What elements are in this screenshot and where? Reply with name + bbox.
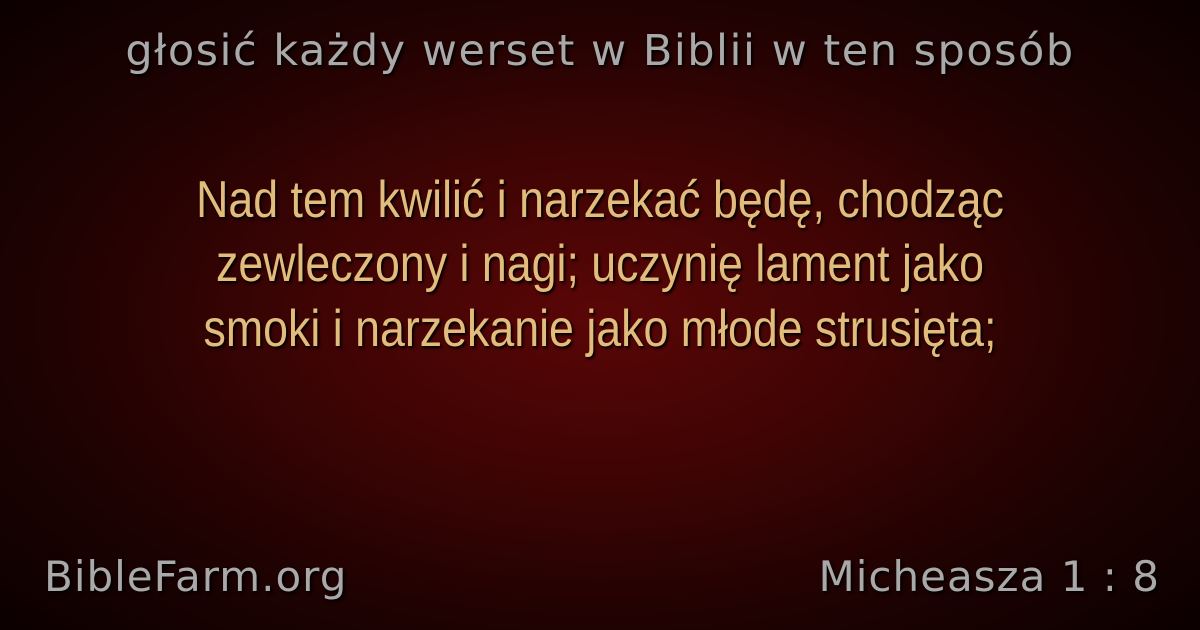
verse-text <box>118 168 1081 361</box>
verse-line: smoki i narzekanie jako młode strusięta; <box>203 299 997 358</box>
verse-line: zewleczony i nagi; uczynię lament jako <box>215 235 985 294</box>
header-caption: głosić każdy werset w Biblii w ten sposób <box>125 26 1075 76</box>
site-name: BibleFarm.org <box>44 552 348 601</box>
verse-reference: Micheasza 1 : 8 <box>818 552 1160 601</box>
verse-line: Nad tem kwilić i narzekać będę, chodząc <box>196 171 1004 229</box>
